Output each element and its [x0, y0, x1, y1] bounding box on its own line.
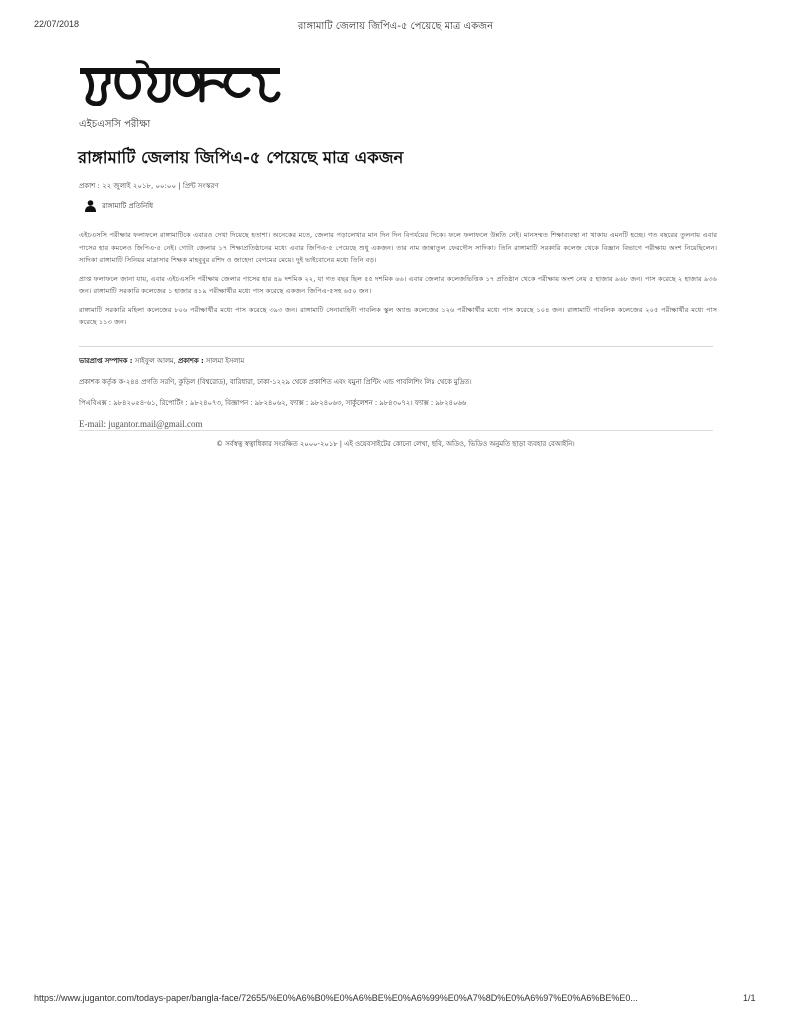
print-header-title: রাঙ্গামাটি জেলায় জিপিএ-৫ পেয়েছে মাত্র একজন	[297, 21, 494, 32]
copyright-notice: © সর্বস্বত্ব স্বত্বাধিকার সংরক্ষিত ২০০০-২০১৮ | এই ওয়েবসাইটের কোনো লেখা, ছবি, অডিও, ভিডিও অনুমতি ছাড়া ব্যবহার বেআইনি।	[216, 440, 575, 448]
print-date: 22/07/2018	[34, 19, 80, 29]
article-paragraph: এইচএসসি পরীক্ষার ফলাফলে রাঙ্গামাটিকে এবারও দেখা দিয়েছে হতাশা। অনেকের মতে, জেলার পড়ালেখার মান দিন দিন বিপর্যয়ের দিকে। ফলে ফলাফলে উন্নতি নেই। মানসম্মত শিক্ষাব্যবস্থা না থাকায় এমনটি হচ্ছে। গত বছরের তুলনায় এবার পাসের হার কমলেও জিপিএ-৫ নেই। গোটা জেলার ১৭ শিক্ষাপ্রতিষ্ঠানের মধ্যে এবার জিপিএ-৫ পেয়েছে শুধু একজন। তার নাম জান্নাতুল ফেরদৌস সাদিকা। তিনি রাঙ্গামাটি সরকারি কলেজ থেকে বিজ্ঞান বিভাগে পরীক্ষায় অংশ নিয়েছিলেন। সাদিকা রাঙ্গামাটি সিনিয়র মাদ্রাসার শিক্ষক মাহবুবুর রশিদ ও জাহেদা বেগমের মেয়ে। দুই ভাইবোনের মধ্যে তিনি বড়।	[79, 231, 717, 264]
print-page-number: 1/1	[743, 993, 756, 1003]
article-category[interactable]: এইচএসসি পরীক্ষা	[79, 119, 151, 130]
user-icon	[85, 200, 96, 212]
editor-name: সাইফুল আলম,	[134, 357, 176, 365]
published-date: প্রকাশ : ২২ জুলাই ২০১৮, ০০:০০	[79, 182, 177, 190]
print-footer-url: https://www.jugantor.com/todays-paper/bangla-face/72655/%E0%A6%B0%E0%A6%BE%E0%A6%99%E0%A7%8D%E0%A6%97%E0%A6%BE%E0...	[34, 993, 638, 1003]
footer-address: প্রকাশক কর্তৃক ক-২৪৪ প্রগতি সরণি, কুড়িল (বিশ্বরোড), বারিধারা, ঢাকা-১২২৯ থেকে প্রকাশিত এবং যমুনা প্রিন্টিং এন্ড পাবলিশিং লিঃ থেকে মুদ্রিত।	[79, 378, 472, 386]
jugantor-logo[interactable]	[78, 60, 282, 106]
footer-phones: পিএবিএক্স : ৯৮৪২০৫৪-৬১, রিপোর্টিং : ৯৮২৪০৭৩, বিজ্ঞাপন : ৯৮২৪০৬২, ফ্যাক্স : ৯৮২৪০৬৩, সার্কুলেশন : ৯৮৪৩০৭২। ফ্যাক্স : ৯৮২৪০৬৬	[79, 399, 467, 407]
article-author	[85, 199, 153, 213]
copyright-divider	[79, 430, 713, 431]
article-paragraph: প্রাপ্ত ফলাফলে জানা যায়, এবার এইচএসসি পরীক্ষায় জেলার পাসের হার ৪৯ দশমিক ২২, যা গত বছর ছিল ৫৫ দশমিক ৬৬। এবার জেলার কলেজভিত্তিক ১৭ প্রতিষ্ঠান থেকে পরীক্ষায় অংশ নেয় ৫ হাজার ৯৬৮ জন। পাস করেছে ২ হাজার ৯৩৬ জন। রাঙ্গামাটি সরকারি কলেজের ১ হাজার ৪১৯ পরীক্ষার্থীর মধ্যে পাস করেছে একজন জিপিএ-৫সহ ৬৫০ জন।	[79, 274, 717, 295]
editor-label: ভারপ্রাপ্ত সম্পাদক :	[79, 357, 133, 365]
publisher-label: প্রকাশক :	[178, 357, 204, 365]
meta-separator: |	[178, 182, 181, 190]
publisher-name: সালমা ইসলাম	[205, 357, 245, 365]
article-body	[79, 229, 717, 335]
article-paragraph: রাঙ্গামাটি সরকারি মহিলা কলেজের ৮০৬ পরীক্ষার্থীর মধ্যে পাস করেছে ৩৯৩ জন। রাঙ্গামাটি সেনাবাহিনী পাবলিক স্কুল অ্যান্ড কলেজের ১২৬ পরীক্ষার্থীর মধ্যে পাস করেছে ১০৪ জন। রাঙ্গামাটি পাবলিক কলেজের ২০৫ পরীক্ষার্থীর মধ্যে পাস করেছে ১১৩ জন।	[79, 305, 717, 326]
print-edition-link[interactable]: প্রিন্ট সংস্করণ	[182, 182, 219, 190]
site-footer	[79, 351, 719, 435]
footer-editor-line	[79, 351, 719, 372]
article-meta	[79, 180, 219, 192]
footer-email[interactable]: E-mail: jugantor.mail@gmail.com	[79, 419, 203, 429]
author-name: রাঙ্গামাটি প্রতিনিধি	[102, 202, 154, 210]
article-headline: রাঙ্গামাটি জেলায় জিপিএ-৫ পেয়েছে মাত্র একজন	[78, 148, 404, 167]
footer-divider	[79, 346, 713, 347]
